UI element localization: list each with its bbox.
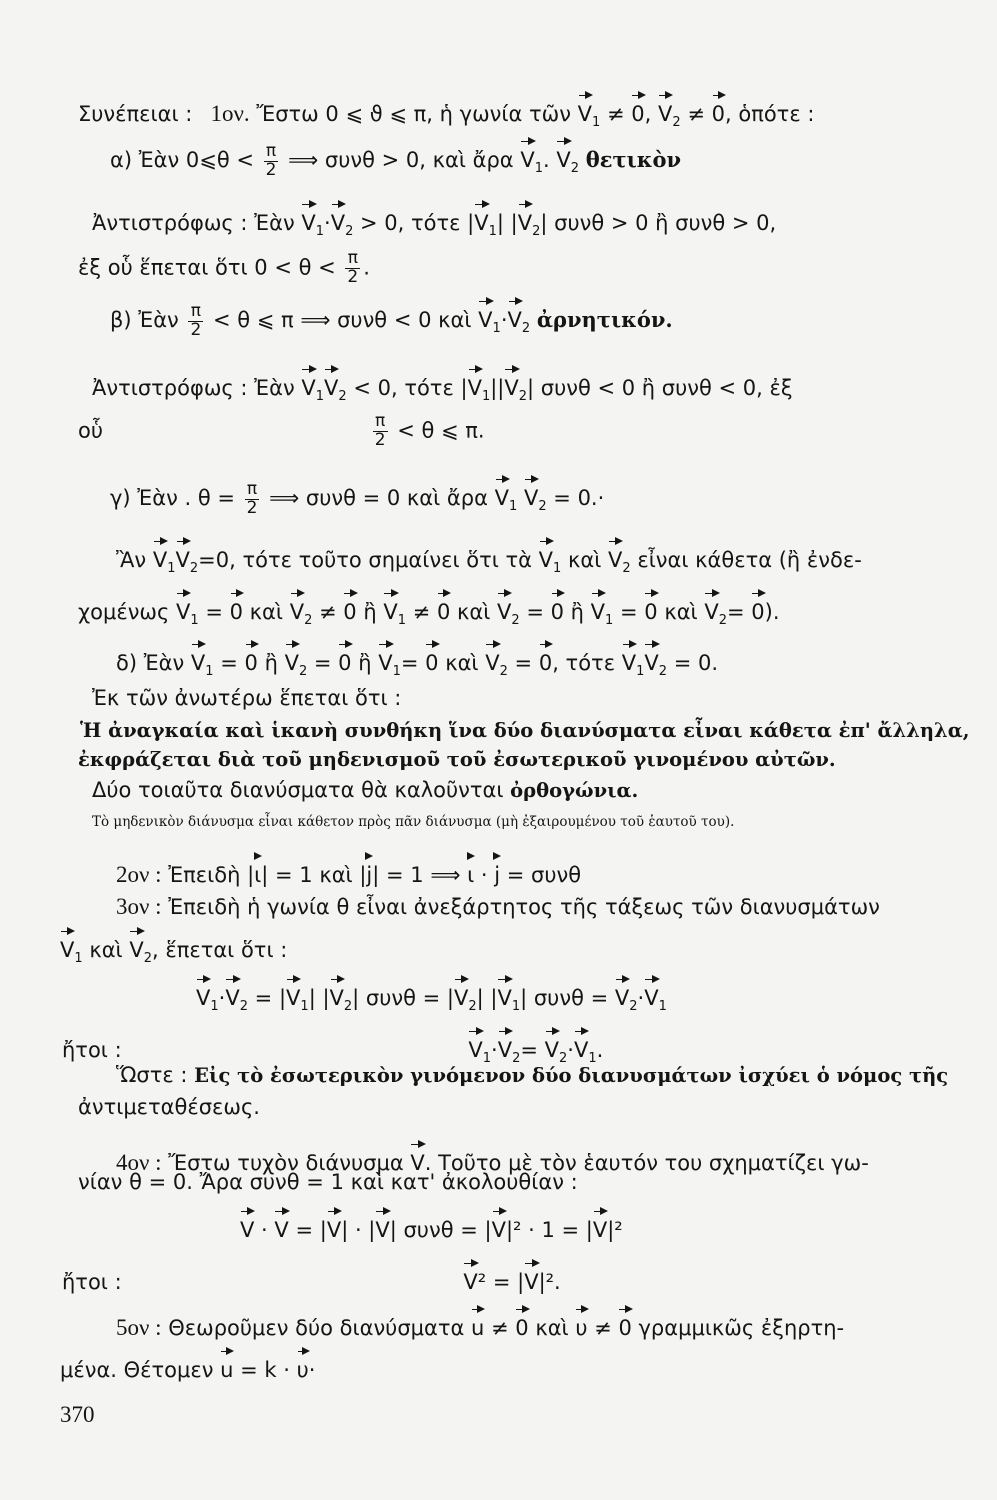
zero-vector-note: Τὸ μηδενικὸν διάνυσμα εἶναι κάθετον πρὸς πᾶν διάνυσμα (μὴ ἐξαιρουμένου τοῦ ἑαυτοῦ του). [92, 814, 735, 830]
line-6: Ἀντιστρόφως : Ἐὰν $V_1V_2 < 0$, τότε $|V_1||V_2|$ συνθ < 0 ἢ συνθ < 0, ἐξ [92, 368, 793, 403]
line-5ov-b: μένα. Θέτομεν u = k · υ· [60, 1350, 315, 1381]
line-4: ἐξ οὗ ἕπεται ὅτι 0 < θ < $\frac{\pi}{2}$ . [78, 248, 370, 287]
line-10: χομένως $V_1 = 0$ καὶ $V_2 \ne 0$ ἢ $V_1 \ne 0$ καὶ $V_2 = 0$ ἢ $V_1 = 0$ καὶ $V_2= 0$). [78, 592, 780, 627]
line-8: γ) Ἐὰν . θ = $\frac{\pi}{2}$ ⟹ συνθ = 0 καὶ ἄρα $V_1$ $V_2 = 0.\cdot$ [110, 478, 605, 518]
self-product-eq-2: ἤτοι : V² = |V|². [62, 1262, 561, 1293]
line-7: οὗ $\frac{\pi}{2}$ < θ ⩽ π. [78, 411, 485, 450]
orthogonal-line: Δύο τοιαῦτα διανύσματα θὰ καλοῦνται ὀρθογώνια. [92, 778, 639, 802]
line-12: Ἐκ τῶν ἀνωτέρω ἕπεται ὅτι : [92, 686, 402, 710]
line-1: Συνέπειαι : 1ον. Ἔστω 0 ⩽ ϑ ⩽ π, ἡ γωνία τῶν $V_1 \ne 0$, $V_2 \ne 0$, ὁπότε : [78, 94, 814, 129]
line-5ov: 5ον : Θεωροῦμεν δύο διανύσματα u ≠ 0 καὶ υ ≠ 0 γραμμικῶς ἐξηρτη- [116, 1308, 844, 1339]
consequences-label: Συνέπειαι : [78, 102, 193, 126]
line-3ov-b: $V_1$ καὶ $V_2$, ἕπεται ὅτι : [60, 930, 287, 965]
line-2ov: 2ον : Ἐπειδὴ |ι| = 1 καὶ |j| = 1 ⟹ ι · j = συνθ [116, 855, 581, 886]
conclusion-line-1: Ὥστε : Εἰς τὸ ἐσωτερικὸν γινόμενον δύο διανυσμάτων ἰσχύει ὁ νόμος τῆς [116, 1063, 949, 1087]
line-11: δ) Ἐὰν $V_1 = 0$ ἢ $V_2 = 0$ ἢ $V_1= 0$ καὶ $V_2 = 0$, τότε $V_1V_2 = 0$. [116, 643, 718, 678]
line-9: Ἂν $V_1V_2=0$, τότε τοῦτο σημαίνει ὅτι τὰ $V_1$ καὶ $V_2$ εἶναι κάθετα (ἢ ἐνδε- [116, 540, 862, 575]
line-4ov: 4ον : Ἔστω τυχὸν διάνυσμα V. Τοῦτο μὲ τὸν ἑαυτόν του σχηματίζει γω- [116, 1143, 869, 1174]
self-product-eq-1: V · V = |V| · |V| συνθ = |V|² · 1 = |V|² [240, 1210, 623, 1241]
commutative-eq-1: $V_1\cdot V_2 = |V_1|$ $|V_2|$ $\sigma\upsilon\nu\theta = |V_2|$ $|V_1|$ $\sigma\upsilon\nu\theta = V_2\cdot V_1$ [196, 978, 667, 1013]
theorem-line-1: Ἡ ἀναγκαία καὶ ἱκανὴ συνθήκη ἵνα δύο διανύσματα εἶναι κάθετα ἐπ' ἄλληλα, [80, 719, 970, 742]
line-2: α) Ἐὰν 0⩽θ < $\frac{\pi}{2}$ ⟹ συνθ > 0, καὶ ἄρα $V_1$. $V_2$ θετικὸν [110, 140, 682, 180]
line-4ov-b: νίαν θ = 0. Ἄρα συνθ = 1 καὶ κατ' ἀκολουθίαν : [78, 1170, 578, 1194]
line-3ov: 3ον : Ἐπειδὴ ἡ γωνία θ εἶναι ἀνεξάρτητος τῆς τάξεως τῶν διανυσμάτων [116, 894, 880, 919]
line-5: β) Ἐὰν $\frac{\pi}{2}$ < θ ⩽ π ⟹ συνθ < 0 καὶ $V_1\cdot V_2$ ἀρνητικόν. [110, 300, 673, 340]
line-3: Ἀντιστρόφως : Ἐὰν $V_1\cdot V_2 > 0$, τότε $|V_1|$ $|V_2|$ συνθ > 0 ἢ συνθ > 0, [92, 203, 776, 238]
page-number: 370 [60, 1402, 95, 1427]
commutative-eq-2: ἤτοι : $V_1\cdot V_2= V_2\cdot V_1$. [62, 1030, 603, 1065]
conclusion-line-2: ἀντιμεταθέσεως. [78, 1095, 260, 1119]
theorem-line-2: ἐκφράζεται διὰ τοῦ μηδενισμοῦ τοῦ ἐσωτερικοῦ γινομένου αὐτῶν. [78, 748, 836, 771]
